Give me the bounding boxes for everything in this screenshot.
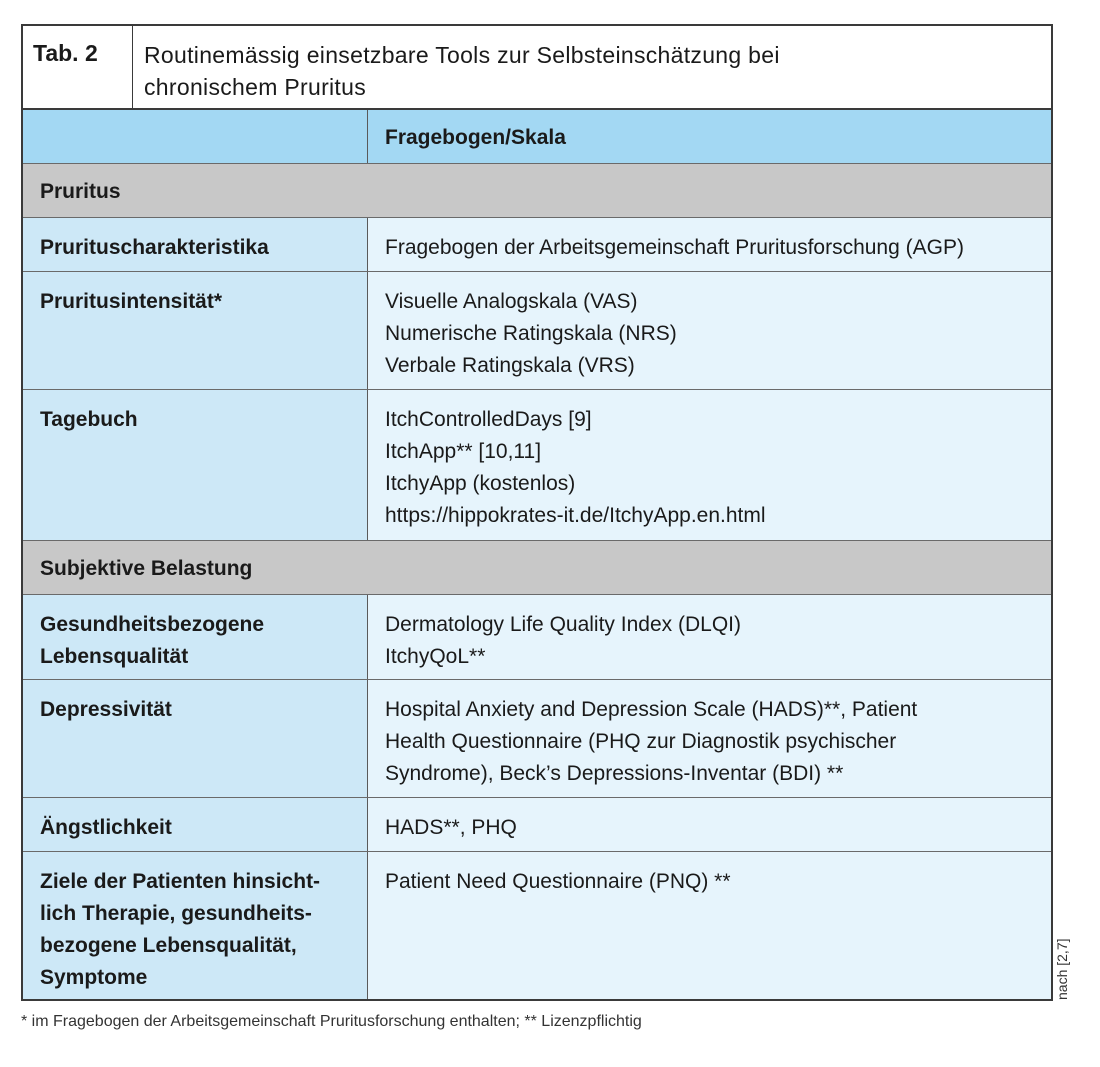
row-label [23,852,368,999]
row-label [23,798,368,851]
row-item: ItchControlledDays [9] [385,408,592,431]
row-label [23,390,368,540]
row-item: Visuelle Analogskala (VAS) [385,290,638,313]
table-row [23,390,1051,541]
row-label-line: Tagebuch [40,408,138,431]
row-items [368,852,1051,999]
row-item: Numerische Ratingskala (NRS) [385,322,677,345]
table-row [23,272,1051,390]
row-item: Patient Need Questionnaire (PNQ) ** [385,870,731,893]
row-items [368,272,1051,389]
row-item: Hospital Anxiety and Depression Scale (HADS)**, Patient [385,698,918,721]
row-items [368,680,1051,797]
row-label [23,595,368,679]
row-label [23,272,368,389]
table-row [23,595,1051,680]
row-label-line: Prurituscharakteristika [40,236,269,259]
section-row-pruritus [23,164,1051,218]
source-citation: nach [2,7] [1054,938,1070,1000]
section-heading: Subjektive Belastung [40,557,253,580]
row-item: Verbale Ratingskala (VRS) [385,354,635,377]
table-row [23,680,1051,798]
row-label-line: Symptome [40,966,148,989]
row-item: ItchyApp (kostenlos) [385,472,576,495]
table-row [23,852,1051,999]
row-item: HADS**, PHQ [385,816,517,839]
row-items [368,595,1051,679]
row-items [368,390,1051,540]
row-label-line: Gesundheitsbezogene [40,613,265,636]
row-label [23,680,368,797]
row-label-line: lich Therapie, gesundheits- [40,902,312,925]
table-footnote: * im Fragebogen der Arbeitsgemeinschaft Pruritusforschung enthalten; ** Lizenzpflichtig [21,1013,642,1030]
table-2 [21,24,1053,1001]
header-col-questionnaire: Fragebogen/Skala [368,110,1051,163]
table-number: Tab. 2 [23,26,133,108]
table-title-line: chronischem Pruritus [144,74,367,100]
row-label-line: Depressivität [40,698,172,721]
header-col-category [23,110,368,163]
row-item: Dermatology Life Quality Index (DLQI) [385,613,741,636]
section-heading: Pruritus [40,180,121,203]
table-header-row [23,110,1051,164]
row-label [23,218,368,271]
table-title [133,26,1051,108]
row-label-line: Lebensqualität [40,645,189,668]
table-title-row [23,26,1051,110]
table-title-line: Routinemässig einsetzbare Tools zur Selbsteinschätzung bei [144,42,780,68]
row-items [368,798,1051,851]
table-row [23,218,1051,272]
row-items [368,218,1051,271]
row-item: https://hippokrates-it.de/ItchyApp.en.html [385,504,766,527]
section-row-belastung [23,541,1051,595]
row-item: Health Questionnaire (PHQ zur Diagnostik psychischer [385,730,897,753]
row-label-line: Ziele der Patienten hinsicht- [40,870,321,893]
row-item: Syndrome), Beck’s Depressions-Inventar (BDI) ** [385,762,844,785]
table-row [23,798,1051,852]
row-item: ItchyQoL** [385,645,486,668]
row-label-line: bezogene Lebensqualität, [40,934,297,957]
row-item: Fragebogen der Arbeitsgemeinschaft Pruritusforschung (AGP) [385,236,964,259]
row-label-line: Pruritusintensität* [40,290,223,313]
row-item: ItchApp** [10,11] [385,440,542,463]
row-label-line: Ängstlichkeit [40,816,172,839]
